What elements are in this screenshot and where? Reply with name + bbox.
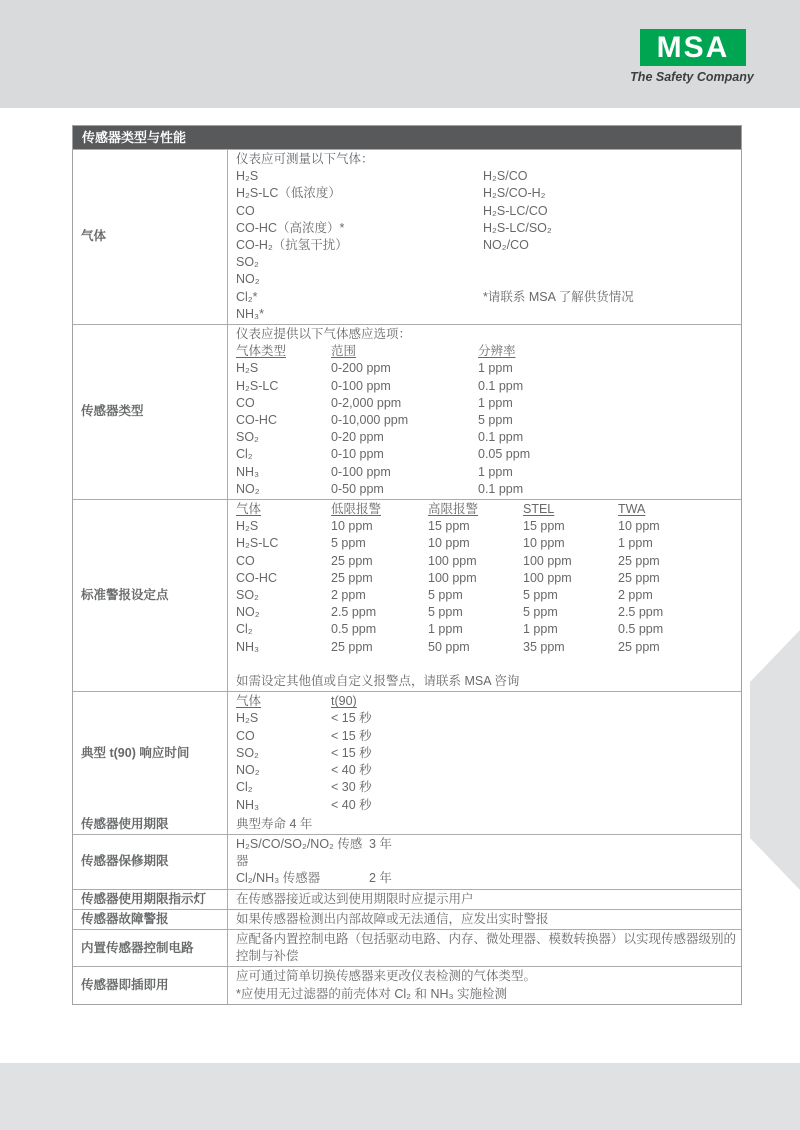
table-cell: 2 ppm: [618, 588, 653, 603]
table-cell: H₂S-LC: [236, 378, 279, 393]
table-cell: 100 ppm: [428, 553, 477, 568]
t90-row: [236, 728, 737, 745]
table-cell: 10 ppm: [523, 536, 565, 551]
t90-headers: [236, 693, 737, 710]
table-cell: 气体: [236, 502, 262, 517]
table-cell: 1 ppm: [478, 464, 513, 479]
table-cell: 35 ppm: [523, 639, 565, 654]
table-cell: H₂S/CO/SO₂/NO₂ 传感器: [236, 836, 363, 869]
alarm-headers: [236, 501, 737, 518]
table-cell: H₂S-LC/CO: [483, 203, 548, 218]
table-cell: NO₂: [236, 605, 260, 620]
row-content: [228, 835, 741, 889]
gas-line: [236, 168, 737, 185]
table-cell: 1 ppm: [618, 536, 653, 551]
row-content: [228, 325, 741, 499]
decorative-chevron: [750, 630, 800, 890]
table-cell: [483, 306, 737, 323]
table-cell: 50 ppm: [428, 639, 470, 654]
table-row: [73, 691, 741, 814]
row-label: 气体: [73, 150, 228, 324]
table-cell: 25 ppm: [331, 639, 373, 654]
row-label: 内置传感器控制电路: [73, 930, 228, 966]
table-cell: 10 ppm: [428, 536, 470, 551]
msa-logo: [630, 29, 754, 84]
row-label: 标准警报设定点: [73, 500, 228, 691]
table-cell: 5 ppm: [331, 536, 366, 551]
table-cell: H₂S: [236, 169, 259, 184]
table-cell: CO: [236, 203, 255, 218]
table-cell: CO-HC（高浓度）*: [236, 220, 345, 235]
t90-row: [236, 745, 737, 762]
alarm-row: [236, 639, 737, 656]
table-cell: NO₂: [236, 763, 260, 778]
t90-row: [236, 779, 737, 796]
table-cell: CO: [236, 728, 255, 743]
table-cell: 5 ppm: [428, 588, 463, 603]
table-cell: 低限报警: [331, 502, 382, 517]
table-cell: 0-20 ppm: [331, 430, 384, 445]
table-row: [73, 834, 741, 889]
gas-line: [236, 185, 737, 202]
table-cell: Cl₂: [236, 447, 253, 462]
column-headers: [236, 343, 737, 360]
table-cell: STEL: [523, 502, 555, 517]
table-cell: [483, 254, 737, 271]
spec-table: [72, 125, 742, 1005]
row-content: [228, 150, 741, 324]
table-cell: H₂S: [236, 361, 259, 376]
table-row: [73, 815, 741, 834]
table-cell: TWA: [618, 502, 646, 517]
content-line: 如果传感器检测出内部故障或无法通信，应发出实时警报: [236, 911, 549, 926]
row-label: 传感器使用期限指示灯: [73, 890, 228, 909]
table-cell: 2.5 ppm: [618, 605, 664, 620]
table-cell: Cl₂/NH₃ 传感器: [236, 871, 321, 886]
table-cell: 1 ppm: [478, 395, 513, 410]
table-cell: < 15 秒: [331, 745, 372, 760]
row-content: [228, 815, 741, 834]
table-cell: 1 ppm: [478, 361, 513, 376]
alarm-row: [236, 553, 737, 570]
table-cell: 0-100 ppm: [331, 378, 391, 393]
alarm-row: [236, 570, 737, 587]
table-cell: 0-50 ppm: [331, 481, 384, 496]
t90-row: [236, 762, 737, 779]
table-cell: SO₂: [236, 430, 259, 445]
sensor-type-list: [236, 360, 737, 498]
table-cell: 100 ppm: [428, 570, 477, 585]
table-row: [73, 324, 741, 499]
gas-intro: 仪表应可测量以下气体：: [236, 152, 374, 166]
column-headers: [236, 693, 737, 710]
content-line: *应使用无过滤器的前壳体对 Cl₂ 和 NH₃ 实施检测: [236, 986, 508, 1001]
table-cell: 5 ppm: [523, 588, 558, 603]
t90-row: [236, 710, 737, 727]
table-cell: H₂S/CO: [483, 169, 528, 184]
table-cell: 分辨率: [478, 344, 516, 359]
alarm-row: [236, 587, 737, 604]
table-cell: < 40 秒: [331, 797, 372, 812]
table-cell: SO₂: [236, 745, 259, 760]
table-cell: Cl₂*: [236, 289, 258, 304]
table-cell: CO: [236, 395, 255, 410]
table-row: [73, 929, 741, 966]
gas-line: [236, 220, 737, 237]
row-content: [228, 930, 741, 966]
sensor-type-row: [236, 412, 737, 429]
table-cell: 0-100 ppm: [331, 464, 391, 479]
table-cell: < 15 秒: [331, 711, 372, 726]
row-label: 传感器保修期限: [73, 835, 228, 889]
table-title: 传感器类型与性能: [73, 126, 741, 149]
table-cell: CO: [236, 553, 255, 568]
row-label: 传感器即插即用: [73, 967, 228, 1003]
gas-line: [236, 306, 737, 323]
sensor-type-row: [236, 395, 737, 412]
table-cell: Cl₂: [236, 780, 253, 795]
table-cell: 2 年: [369, 871, 392, 886]
table-cell: CO-HC: [236, 570, 277, 585]
table-cell: 10 ppm: [618, 519, 660, 534]
row-label: 典型 t(90) 响应时间: [73, 692, 228, 814]
alarm-row: [236, 535, 737, 552]
column-headers: [236, 501, 737, 518]
table-cell: Cl₂: [236, 622, 253, 637]
table-cell: t(90): [331, 694, 357, 709]
table-cell: 0-2,000 ppm: [331, 395, 402, 410]
row-label: 传感器故障警报: [73, 910, 228, 929]
row-content: [228, 890, 741, 909]
table-cell: 5 ppm: [523, 605, 558, 620]
warranty-line: [236, 836, 737, 870]
t90-row: [236, 797, 737, 814]
table-cell: 气体: [236, 694, 262, 709]
table-cell: H₂S-LC: [236, 536, 279, 551]
table-cell: NH₃: [236, 464, 260, 479]
gas-list: [236, 168, 737, 323]
table-cell: 10 ppm: [331, 519, 373, 534]
sensor-type-row: [236, 464, 737, 481]
table-cell: 0.1 ppm: [478, 430, 524, 445]
table-row: [73, 149, 741, 324]
table-cell: SO₂: [236, 255, 259, 270]
table-cell: 2.5 ppm: [331, 605, 377, 620]
table-cell: NH₃: [236, 797, 260, 812]
row-content: [228, 967, 741, 1003]
table-cell: NO₂: [236, 272, 260, 287]
content-line: 应配备内置控制电路（包括驱动电路、内存、微处理器、模数转换器）以实现传感器级别的控制与补偿: [236, 931, 737, 964]
msa-logo-tagline: The Safety Company: [630, 70, 754, 84]
table-cell: NH₃: [236, 639, 260, 654]
alarm-row: [236, 604, 737, 621]
table-cell: 0-10 ppm: [331, 447, 384, 462]
table-cell: 15 ppm: [428, 519, 470, 534]
table-cell: H₂S/CO-H₂: [483, 186, 546, 201]
table-cell: *请联系 MSA 了解供货情况: [483, 289, 634, 304]
gas-line: [236, 254, 737, 271]
table-cell: 高限报警: [428, 502, 479, 517]
row-content: [228, 692, 741, 814]
alarm-row: [236, 518, 737, 535]
table-cell: 0.5 ppm: [331, 622, 377, 637]
row-label: 传感器使用期限: [73, 815, 228, 834]
table-cell: 1 ppm: [428, 622, 463, 637]
table-cell: H₂S-LC（低浓度）: [236, 186, 341, 201]
content-line: 在传感器接近或达到使用期限时应提示用户: [236, 891, 474, 906]
sensor-type-headers: [236, 343, 737, 360]
table-cell: 0-10,000 ppm: [331, 413, 409, 428]
table-cell: < 15 秒: [331, 728, 372, 743]
content-line: 应可通过简单切换传感器来更改仪表检测的气体类型。: [236, 969, 537, 984]
alarm-row: [236, 621, 737, 638]
t90-list: [236, 710, 737, 813]
table-cell: 5 ppm: [478, 413, 513, 428]
table-cell: 100 ppm: [523, 553, 572, 568]
sensor-type-intro: 仪表应提供以下气体感应选项：: [236, 327, 412, 342]
table-cell: < 40 秒: [331, 763, 372, 778]
table-cell: H₂S: [236, 519, 259, 534]
table-row: [73, 499, 741, 691]
table-cell: CO-HC: [236, 413, 277, 428]
msa-logo-box: MSA: [640, 29, 746, 66]
row-label: 传感器类型: [73, 325, 228, 499]
bottom-gray-band: [0, 1063, 800, 1130]
gas-line: [236, 271, 737, 288]
table-cell: NO₂: [236, 481, 260, 496]
table-cell: 5 ppm: [428, 605, 463, 620]
table-cell: H₂S: [236, 711, 259, 726]
table-cell: 3 年: [369, 836, 392, 851]
gas-line: [236, 289, 737, 306]
sensor-type-row: [236, 481, 737, 498]
gas-line: [236, 203, 737, 220]
table-cell: NO₂/CO: [483, 238, 529, 253]
table-cell: H₂S-LC/SO₂: [483, 220, 552, 235]
table-cell: 1 ppm: [523, 622, 558, 637]
table-cell: 0.05 ppm: [478, 447, 531, 462]
table-cell: 0.5 ppm: [618, 622, 664, 637]
gas-line: [236, 237, 737, 254]
alarm-note: 如需设定其他值或自定义报警点，请联系 MSA 咨询: [236, 674, 520, 689]
content-line: 典型寿命 4 年: [236, 816, 313, 831]
table-cell: 25 ppm: [618, 639, 660, 654]
table-row: [73, 966, 741, 1003]
table-cell: 100 ppm: [523, 570, 572, 585]
table-cell: 0-200 ppm: [331, 361, 391, 376]
table-cell: 25 ppm: [618, 553, 660, 568]
table-cell: < 30 秒: [331, 780, 372, 795]
row-content: [228, 910, 741, 929]
table-row: [73, 909, 741, 929]
table-cell: [483, 271, 737, 288]
table-row: [73, 889, 741, 909]
row-content: [228, 500, 741, 691]
table-cell: NH₃*: [236, 306, 265, 321]
alarm-list: [236, 518, 737, 656]
table-cell: 范围: [331, 344, 357, 359]
table-cell: 2 ppm: [331, 588, 366, 603]
sensor-type-row: [236, 360, 737, 377]
table-cell: 25 ppm: [331, 553, 373, 568]
table-cell: 0.1 ppm: [478, 378, 524, 393]
sensor-type-row: [236, 446, 737, 463]
table-cell: 25 ppm: [331, 570, 373, 585]
simple-rows: [73, 815, 741, 1004]
table-cell: 气体类型: [236, 344, 287, 359]
table-cell: SO₂: [236, 588, 259, 603]
sensor-type-row: [236, 378, 737, 395]
warranty-line: [236, 870, 737, 887]
table-cell: 0.1 ppm: [478, 481, 524, 496]
table-cell: 15 ppm: [523, 519, 565, 534]
table-cell: 25 ppm: [618, 570, 660, 585]
sensor-type-row: [236, 429, 737, 446]
table-cell: CO-H₂（抗氢干扰）: [236, 238, 348, 253]
